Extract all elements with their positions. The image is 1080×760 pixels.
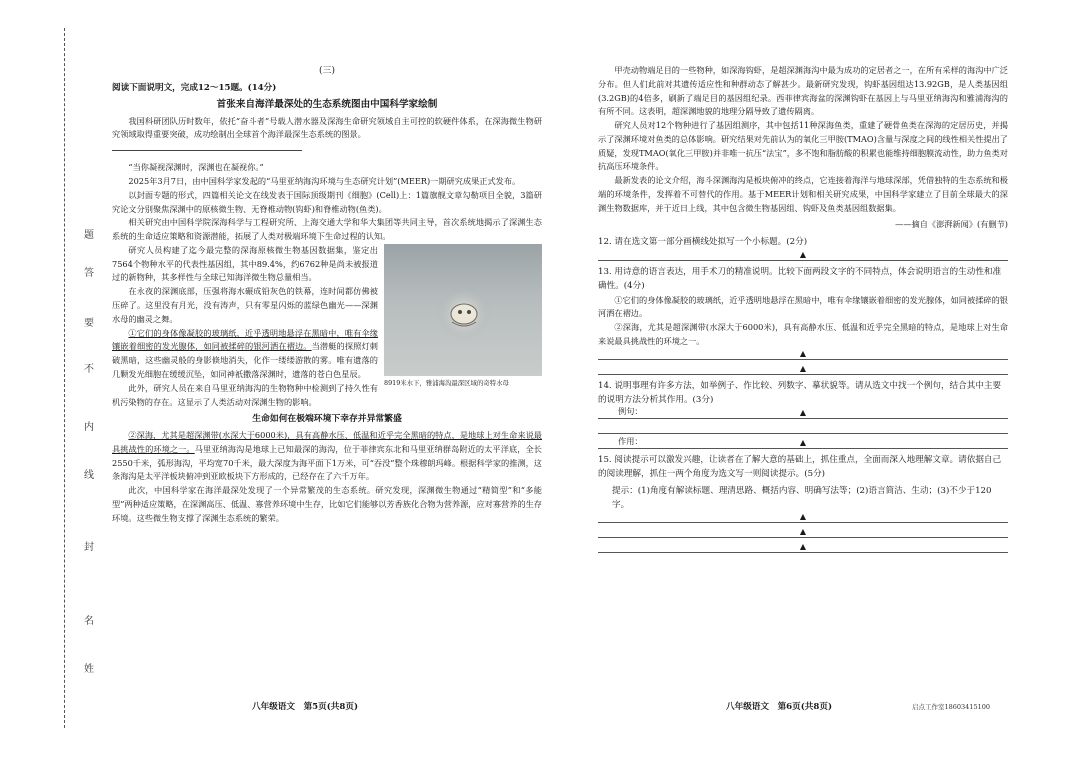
binding-margin: [0, 0, 100, 760]
page-5-footer: 八年级语文 第5页(共8页): [252, 702, 359, 712]
paragraph: 研究人员构建了迄今最完整的深海原核微生物基因数据集，鉴定出7564个物种水平的代表性基因组，其中89.4%，约6762种是尚未被报道过的新物种，其多样性与全球已知海洋微生物总量相当。: [112, 244, 378, 283]
margin-char: 内: [84, 422, 94, 433]
page-6-footer: 八年级语文 第6页(共8页): [726, 702, 833, 712]
margin-char: 名: [84, 616, 94, 627]
answer-line[interactable]: [598, 527, 1008, 538]
figure-caption: 8919米水下，雅浦海沟最深区域的奇特水母: [384, 378, 509, 387]
paragraph: 在永夜的深渊底部，压强将海水碾成铅灰色的铁幕，连时间都仿佛被压碎了。这里没有月光，没有涛声，只有零星闪烁的蓝绿色幽光——深渊水母的幽灵之舞。: [112, 286, 378, 324]
question-13-text-1: ①它们的身体像凝胶的玻璃纸，近乎透明地悬浮在黑暗中，唯有伞缘镶嵌着细密的发光腺体，如同被揉碎的银河洒在褶边。: [598, 294, 1008, 319]
paragraph-rest: 当潜艇的探照灯刺破黑暗，这些幽灵般的身影倏地消失，化作一缕缕游散的雾。唯有遗落的几颗发光细胞在缓缓沉坠，如同神祇撒落深渊时，遗落的苍白色星辰。: [112, 341, 378, 379]
blank-marker: ▲: [799, 407, 807, 417]
studio-stamp: 启点工作室18603415100: [912, 703, 990, 711]
question-12: 12. 请在选文第一部分画横线处拟写一个小标题。(2分): [598, 237, 808, 248]
margin-char: 封: [84, 542, 94, 553]
jellyfish-photo: [384, 244, 542, 376]
exam-page-5: [112, 64, 542, 526]
margin-char: 答: [84, 268, 94, 279]
answer-line[interactable]: [598, 542, 1008, 553]
section-number: (三): [318, 66, 336, 76]
answer-line[interactable]: [598, 512, 1008, 523]
underlined-sentence-2: ②深海，尤其是超深渊带(水深大于6000米)，具有高静水压、低温和近乎完全黑暗的特点，是地球上对生命来说最具挑战性的环境之一。: [112, 430, 542, 454]
answer-line[interactable]: [598, 349, 1008, 360]
margin-char: 不: [84, 364, 94, 375]
quote-paragraph: “当你凝视深渊时，深渊也在凝视你。”: [128, 162, 264, 173]
answer-line[interactable]: [598, 364, 1008, 375]
margin-char: 姓: [84, 664, 94, 675]
example-label: 例句：: [618, 405, 643, 416]
question-13-text-2: ②深海，尤其是超深渊带(水深大于6000米)，具有高静水压、低温和近乎完全黑暗的特点，是地球上对生命来说最具挑战性的环境之一。: [598, 322, 1008, 347]
paragraph: 此外，研究人员在来自马里亚纳海沟的生物物种中检测到了持久性有机污染物的存在。这显示了人类活动对深渊生物的影响。: [112, 382, 378, 407]
answer-line[interactable]: [598, 423, 1008, 434]
article-title: 首张来自海洋最深处的生态系统图由中国科学家绘制: [216, 98, 438, 110]
paragraph: 以封面专题的形式，四篇相关论文在线发表于国际顶级期刊《细胞》(Cell)上：1篇旗舰文章勾勒项目全貌，3篇研究论文分别聚焦深渊中的原核微生物、无脊椎动物(钩虾)和脊椎动物(鱼类)。: [112, 189, 542, 214]
binding-dashed-line: [64, 28, 65, 728]
paragraph-rest: 马里亚纳海沟是地球上已知最深的海沟，位于菲律宾东北和马里亚纳群岛附近的太平洋底，全长2550千米，弧形海沟，平均宽70千米，最大深度为海平面下1万米，可“吞没”整个珠穆朗玛峰。根据科学家的推测，这条海沟是太平洋板块俯冲到亚欧板块下方形成的，已经存在了六千万年。: [112, 443, 542, 482]
source-citation: ——摘自《澎湃新闻》(有删节): [895, 218, 1008, 229]
subtitle-blank-line: [112, 150, 302, 151]
blank-marker: ▲: [799, 527, 807, 537]
example-answer-line[interactable]: [598, 405, 1008, 419]
effect-label: 作用：: [618, 435, 643, 446]
blank-marker: ▲: [799, 512, 807, 522]
margin-char: 线: [84, 470, 94, 481]
intro-paragraph: 我国科研团队历时数年，依托“奋斗者”号载人潜水器及深海生命研究领域自主可控的软硬件体系，在深海微生物研究领域取得重要突破，成功绘制出全球首个海洋最深生态系统的图景。: [112, 115, 542, 140]
blank-marker: ▲: [799, 363, 807, 373]
paragraph: 研究人员对12个物种进行了基因组测序，其中包括11种深海鱼类，重建了硬骨鱼类在深海的定居历史，并揭示了深渊环境对鱼类的总体影响。研究结果对先前认为的氧化三甲胺(TMAO)含量与深度之间的线性相关性提出了质疑，发现TMAO(氧化三甲胺)并非唯一抗压“法宝”，多不饱和脂肪酸的积累也能维持细胞膜流动性，助力鱼类对抗高压环境条件。: [598, 120, 1008, 172]
question-15-hint: 提示：(1)角度有解读标题、理清思路、概括内容、明确写法等；(2)语言简洁、生动；(3)不少于120字。: [612, 485, 992, 510]
paragraph: [112, 429, 542, 484]
blank-marker: ▲: [799, 348, 807, 358]
margin-char: 题: [84, 230, 94, 241]
question-13: 13. 用诗意的语言表达，用手术刀的精准说明。比较下面两段文字的不同特点，体会说明语言的生动性和准确性。(4分): [598, 266, 1002, 292]
section-subheading: 生命如何在极端环境下幸存并异常繁盛: [252, 414, 402, 425]
effect-answer-line[interactable]: [598, 435, 1008, 449]
blank-marker: ▲: [799, 249, 807, 259]
answer-line[interactable]: [598, 250, 1008, 261]
underlined-sentence-1: ①它们的身体像凝胶的玻璃纸，近乎透明地悬浮在黑暗中，唯有伞缘镶嵌着细密的发光腺体，如同被揉碎的银河洒在褶边。: [112, 327, 378, 352]
question-15: 15. 阅读提示可以激发兴趣，让读者在了解大意的基础上，抓住重点，全面而深入地理解文章。请依据自己的阅读理解，抓住一两个角度为选文写一则阅读提示。(5分): [598, 454, 1002, 480]
exam-page-6: [598, 64, 1008, 557]
blank-marker: ▲: [799, 542, 807, 552]
margin-char: 要: [84, 318, 94, 329]
paragraph: 此次，中国科学家在海洋最深处发现了一个异常繁茂的生态系统。研究发现，深渊微生物通过“精简型”和“多能型”两种适应策略，在深渊高压、低温、寡营养环境中生存，比如它们能够以芳香族化合物为营养源，应对寡营养的生存环境。这些微生物支撑了深渊生态系统的繁荣。: [112, 485, 542, 523]
paragraph: 甲壳动物端足目的一些物种，如深海钩虾，是超深渊海沟中最为成功的定居者之一，在所有采样的海沟中广泛分布。但人们此前对其遗传适应性和种群动态了解甚少。最新研究发现，钩虾基因组达13.92GB，是人类基因组(3.2GB)的4倍多，刷新了端足目的基因组纪录。西菲律宾海盆的深渊钩虾在基因上与马里亚纳海沟和雅浦海沟的有所不同。这表明，超深渊地貌的地理分隔导致了遗传隔离。: [598, 65, 1008, 117]
jellyfish-figure: [384, 244, 542, 389]
paragraph: 相关研究由中国科学院深海科学与工程研究所、上海交通大学和华大集团等共同主导，首次系统地揭示了深渊生态系统的生命适应策略和资源潜能，拓展了人类对极端环境下生命过程的认知。: [112, 217, 542, 242]
paragraph: 最新发表的论文介绍，海斗深渊海沟是板块俯冲的终点，它连接着海洋与地球深部，凭借独特的生态系统和极端的环境条件，发挥着不可替代的作用。基于MEER计划和相关研究成果，中国科学家建立了目前全球最大的深渊生物数据库，并于近日上线，其中包含微生物基因组、钩虾及鱼类基因组数据集。: [598, 175, 1008, 213]
jellyfish-image: [384, 244, 542, 376]
paragraph: 2025年3月7日，由中国科学家发起的“马里亚纳海沟环境与生态研究计划”(MEER)一期研究成果正式发布。: [128, 176, 521, 186]
reading-instruction: 阅读下面说明文，完成12～15题。(14分): [112, 83, 277, 94]
blank-marker: ▲: [799, 437, 807, 447]
question-14: 14. 说明事理有许多方法，如举例子、作比较、列数字、摹状貌等。请从选文中找一个例句，结合其中主要的说明方法分析其作用。(3分): [598, 380, 1002, 406]
